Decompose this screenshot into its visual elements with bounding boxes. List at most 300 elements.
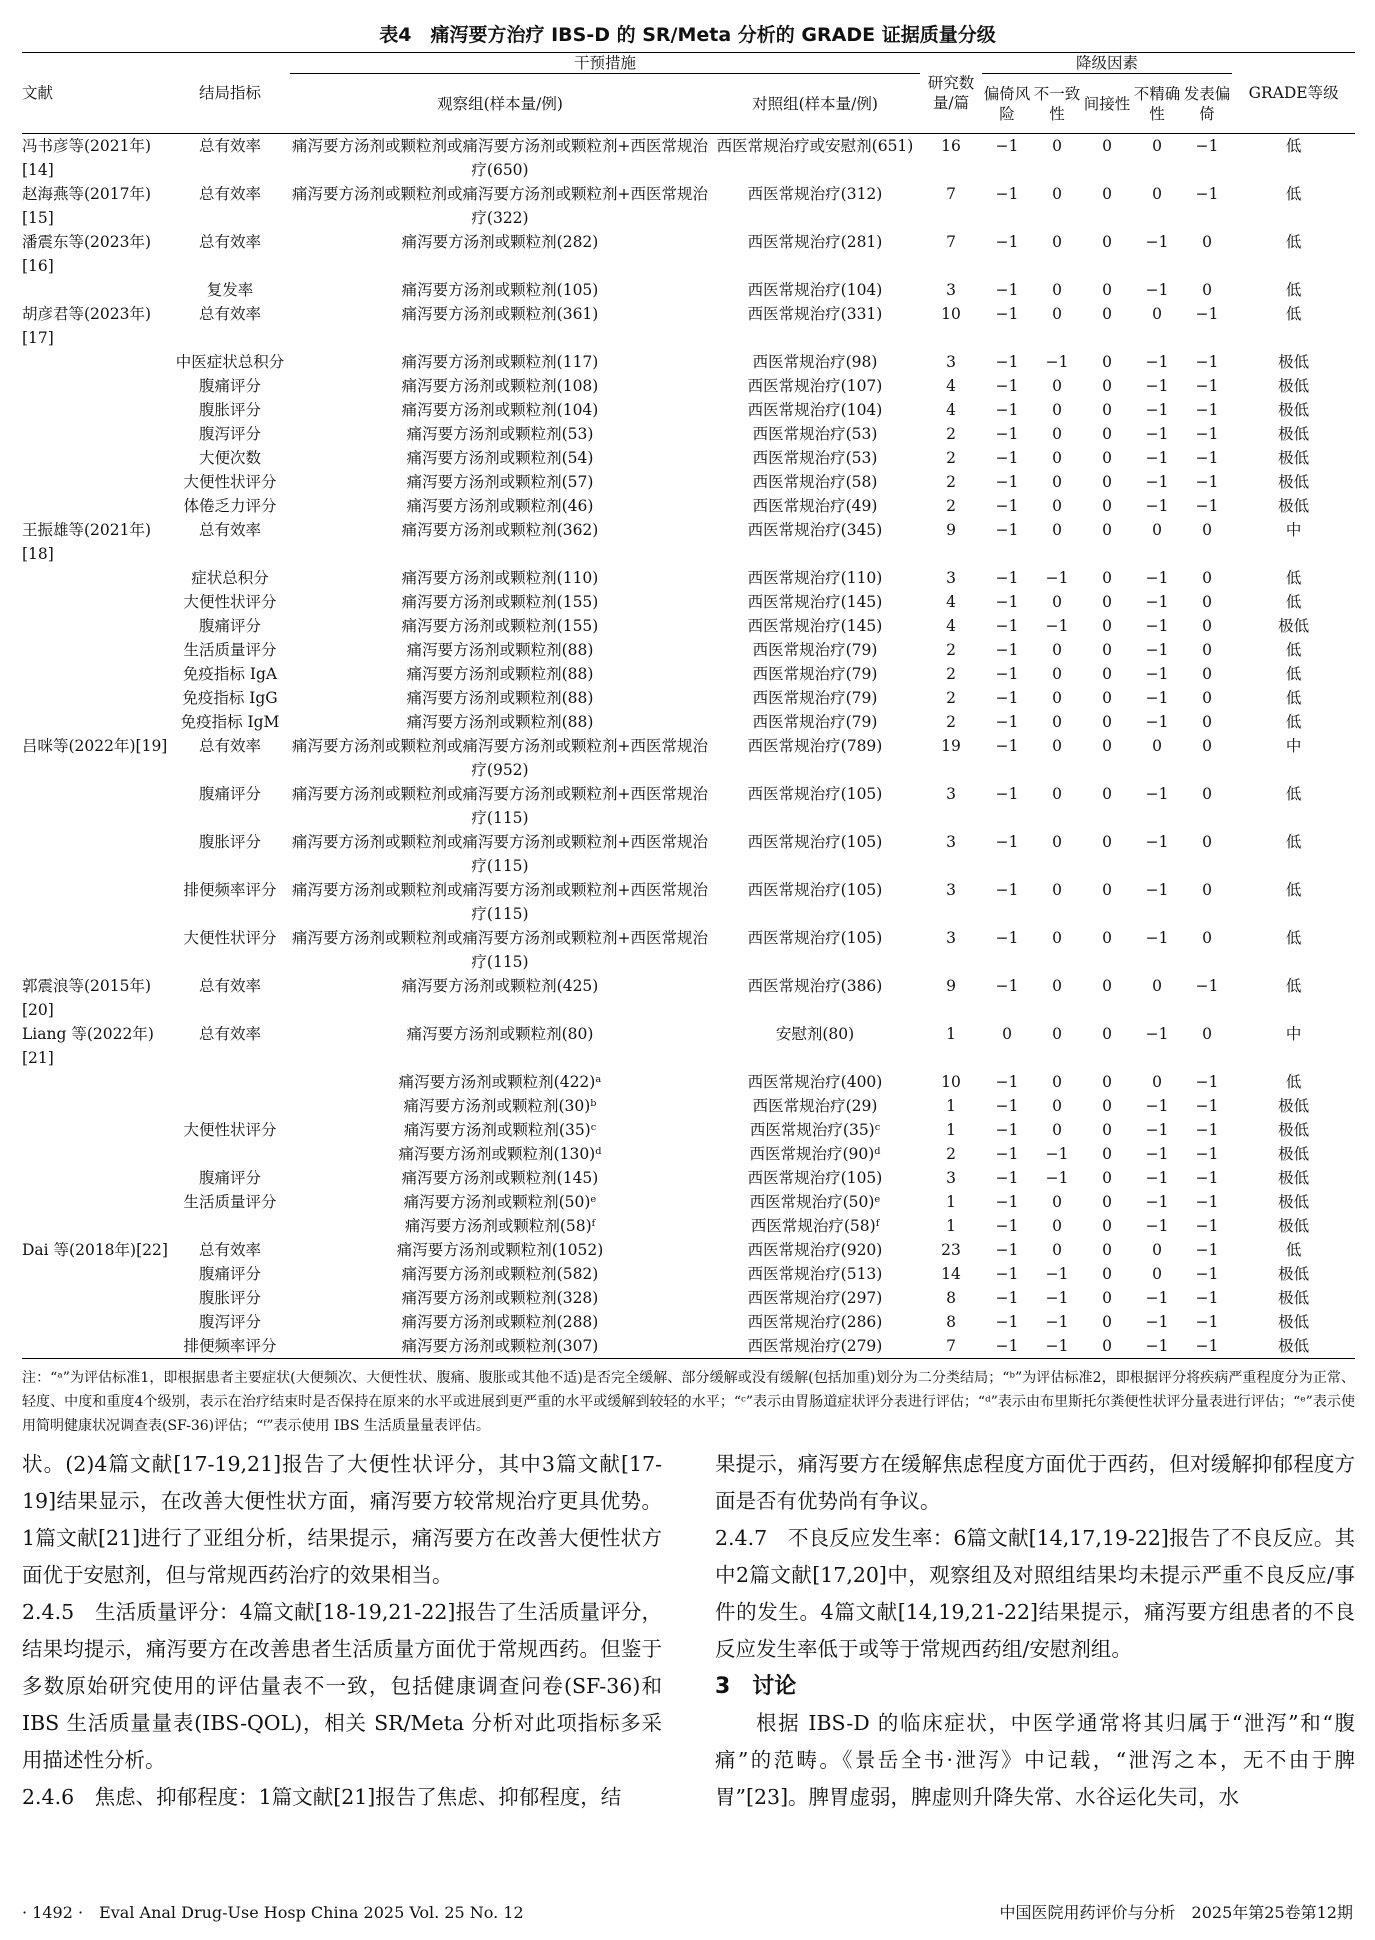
- cell-indirectness: 0: [1102, 785, 1112, 803]
- cell-control: 西医常规治疗(29): [752, 1097, 878, 1115]
- cell-control: 西医常规治疗(345): [747, 521, 883, 539]
- cell-outcome: 腹胀评分: [198, 833, 261, 851]
- table-row: [22, 1334, 1355, 1359]
- cell-indirectness: 0: [1102, 1097, 1112, 1115]
- th-inconsistency: 不一致性: [1033, 84, 1081, 123]
- cell-imprecision: −1: [1145, 425, 1169, 443]
- cell-imprecision: −1: [1145, 1097, 1169, 1115]
- cell-studies: 2: [946, 449, 956, 467]
- cell-publication-bias: −1: [1195, 137, 1219, 155]
- cell-literature: [22, 278, 170, 302]
- cell-outcome: 总有效率: [198, 977, 261, 995]
- cell-observation: 痛泻要方汤剂或颗粒剂(88): [406, 641, 594, 659]
- cell-indirectness: 0: [1102, 1241, 1112, 1259]
- cell-observation: 痛泻要方汤剂或颗粒剂(104): [401, 401, 599, 419]
- cell-bias: −1: [995, 353, 1019, 371]
- cell-control: 西医常规治疗(49): [752, 497, 878, 515]
- cell-inconsistency: 0: [1052, 833, 1062, 851]
- cell-control: 西医常规治疗(331): [747, 305, 883, 323]
- cell-grade: 极低: [1278, 473, 1310, 491]
- cell-control: 西医常规治疗(58): [752, 473, 878, 491]
- cell-control: 西医常规治疗(513): [747, 1265, 883, 1283]
- cell-bias: −1: [995, 569, 1019, 587]
- cell-outcome: 生活质量评分: [183, 641, 277, 659]
- cell-studies: 7: [946, 185, 956, 203]
- cell-outcome: 免疫指标 IgM: [180, 713, 280, 731]
- cell-publication-bias: 0: [1202, 593, 1212, 611]
- cell-studies: 10: [941, 1073, 961, 1091]
- cell-observation: 痛泻要方汤剂或颗粒剂(328): [401, 1289, 599, 1307]
- cell-grade: 低: [1285, 641, 1302, 659]
- cell-bias: −1: [995, 497, 1019, 515]
- cell-bias: −1: [995, 521, 1019, 539]
- cell-observation: 痛泻要方汤剂或颗粒剂或痛泻要方汤剂或颗粒剂+西医常规治疗(115): [292, 881, 708, 923]
- table-row: [22, 182, 1355, 230]
- cell-observation: 痛泻要方汤剂或颗粒剂(30)ᵇ: [403, 1097, 597, 1115]
- cell-grade: 低: [1285, 233, 1302, 251]
- cell-studies: 2: [946, 689, 956, 707]
- cell-literature: 潘震东等(2023年)[16]: [22, 233, 152, 275]
- cell-outcome: 大便性状评分: [183, 1121, 277, 1139]
- cell-publication-bias: −1: [1195, 1145, 1219, 1163]
- cell-outcome: 复发率: [206, 281, 254, 299]
- cell-imprecision: −1: [1145, 497, 1169, 515]
- cell-publication-bias: −1: [1195, 1121, 1219, 1139]
- cell-outcome: 腹痛评分: [198, 377, 261, 395]
- cell-grade: 低: [1285, 713, 1302, 731]
- cell-publication-bias: 0: [1202, 929, 1212, 947]
- cell-publication-bias: −1: [1195, 1265, 1219, 1283]
- cell-observation: 痛泻要方汤剂或颗粒剂(117): [401, 353, 599, 371]
- cell-imprecision: −1: [1145, 1121, 1169, 1139]
- cell-studies: 3: [946, 833, 956, 851]
- cell-observation: 痛泻要方汤剂或颗粒剂(46): [406, 497, 594, 515]
- table-row: [22, 926, 1355, 974]
- cell-literature: [22, 1118, 170, 1142]
- cell-bias: −1: [995, 137, 1019, 155]
- cell-grade: 低: [1285, 1073, 1302, 1091]
- cell-observation: 痛泻要方汤剂或颗粒剂(50)ᵉ: [403, 1193, 597, 1211]
- cell-observation: 痛泻要方汤剂或颗粒剂(155): [401, 617, 599, 635]
- cell-publication-bias: 0: [1202, 1025, 1212, 1043]
- cell-inconsistency: 0: [1052, 689, 1062, 707]
- cell-control: 西医常规治疗(145): [747, 593, 883, 611]
- cell-studies: 2: [946, 425, 956, 443]
- cell-bias: −1: [995, 377, 1019, 395]
- cell-grade: 低: [1285, 569, 1302, 587]
- table-row: [22, 446, 1355, 470]
- cell-indirectness: 0: [1102, 1073, 1112, 1091]
- table-row: [22, 1166, 1355, 1190]
- cell-control: 西医常规治疗(50)ᵉ: [749, 1193, 881, 1211]
- table-row: [22, 1310, 1355, 1334]
- cell-publication-bias: −1: [1195, 185, 1219, 203]
- table-row: [22, 278, 1355, 302]
- cell-studies: 3: [946, 281, 956, 299]
- cell-publication-bias: 0: [1202, 833, 1212, 851]
- cell-inconsistency: 0: [1052, 881, 1062, 899]
- table-row: [22, 1118, 1355, 1142]
- left-column: [22, 1446, 662, 1816]
- cell-outcome: 总有效率: [198, 185, 261, 203]
- table-row: [22, 662, 1355, 686]
- cell-observation: 痛泻要方汤剂或颗粒剂(155): [401, 593, 599, 611]
- cell-studies: 3: [946, 881, 956, 899]
- cell-indirectness: 0: [1102, 1265, 1112, 1283]
- cell-indirectness: 0: [1102, 473, 1112, 491]
- cell-observation: 痛泻要方汤剂或颗粒剂或痛泻要方汤剂或颗粒剂+西医常规治疗(952): [292, 737, 708, 779]
- cell-bias: −1: [995, 785, 1019, 803]
- cell-inconsistency: 0: [1052, 641, 1062, 659]
- th-observation: 观察组(样本量/例): [437, 94, 563, 113]
- cell-observation: 痛泻要方汤剂或颗粒剂(282): [401, 233, 599, 251]
- cell-indirectness: 0: [1102, 1289, 1112, 1307]
- cell-studies: 4: [946, 593, 956, 611]
- cell-studies: 2: [946, 641, 956, 659]
- cell-outcome: 排便频率评分: [183, 881, 277, 899]
- cell-inconsistency: 0: [1052, 281, 1062, 299]
- cell-inconsistency: 0: [1052, 1097, 1062, 1115]
- cell-publication-bias: 0: [1202, 737, 1212, 755]
- cell-bias: −1: [995, 1121, 1019, 1139]
- cell-imprecision: 0: [1152, 977, 1162, 995]
- cell-inconsistency: 0: [1052, 305, 1062, 323]
- cell-observation: 痛泻要方汤剂或颗粒剂(54): [406, 449, 594, 467]
- cell-inconsistency: −1: [1045, 1145, 1069, 1163]
- cell-bias: −1: [995, 1097, 1019, 1115]
- cell-literature: [22, 374, 170, 398]
- cell-studies: 16: [941, 137, 961, 155]
- cell-indirectness: 0: [1102, 689, 1112, 707]
- cell-control: 西医常规治疗(789): [747, 737, 883, 755]
- cell-outcome: 总有效率: [198, 305, 261, 323]
- cell-outcome: 腹胀评分: [198, 401, 261, 419]
- cell-publication-bias: −1: [1195, 497, 1219, 515]
- cell-publication-bias: −1: [1195, 1073, 1219, 1091]
- cell-bias: −1: [995, 929, 1019, 947]
- cell-inconsistency: −1: [1045, 1313, 1069, 1331]
- cell-publication-bias: −1: [1195, 449, 1219, 467]
- cell-bias: −1: [995, 977, 1019, 995]
- cell-indirectness: 0: [1102, 665, 1112, 683]
- cell-literature: 冯书彦等(2021年)[14]: [22, 137, 152, 179]
- cell-inconsistency: −1: [1045, 617, 1069, 635]
- cell-observation: 痛泻要方汤剂或颗粒剂(53): [406, 425, 594, 443]
- th-grade: GRADE等级: [1248, 84, 1339, 102]
- cell-bias: −1: [995, 401, 1019, 419]
- th-indirectness: 间接性: [1083, 94, 1131, 113]
- cell-imprecision: −1: [1145, 473, 1169, 491]
- table-row: [22, 374, 1355, 398]
- section-2-4-7: 2.4.7 不良反应发生率：6篇文献[14,17,19-22]报告了不良反应。其中2篇文献[17,20]中，观察组及对照组结果均未提示严重不良反应/事件的发生。4篇文献[14,19,21-22]结果提示，痛泻要方组患者的不良反应发生率低于或等于常规西药组/安慰剂组。: [715, 1526, 1355, 1661]
- cell-indirectness: 0: [1102, 881, 1112, 899]
- cell-bias: −1: [995, 1193, 1019, 1211]
- cell-inconsistency: 0: [1052, 1217, 1062, 1235]
- cell-publication-bias: −1: [1195, 1313, 1219, 1331]
- cell-literature: [22, 1310, 170, 1334]
- cell-inconsistency: −1: [1045, 1289, 1069, 1307]
- cell-publication-bias: 0: [1202, 569, 1212, 587]
- cell-bias: −1: [995, 185, 1019, 203]
- cell-publication-bias: −1: [1195, 1097, 1219, 1115]
- th-publication-bias: 发表偏倚: [1183, 84, 1231, 123]
- cell-observation: 痛泻要方汤剂或颗粒剂(80): [406, 1025, 594, 1043]
- cell-outcome: 腹痛评分: [198, 1169, 261, 1187]
- cell-inconsistency: 0: [1052, 473, 1062, 491]
- cell-studies: 3: [946, 1169, 956, 1187]
- cell-publication-bias: −1: [1195, 977, 1219, 995]
- cell-bias: −1: [995, 665, 1019, 683]
- cell-studies: 23: [941, 1241, 961, 1259]
- cell-inconsistency: 0: [1052, 449, 1062, 467]
- cell-imprecision: −1: [1145, 1217, 1169, 1235]
- cell-observation: 痛泻要方汤剂或颗粒剂或痛泻要方汤剂或颗粒剂+西医常规治疗(115): [292, 785, 708, 827]
- cell-outcome: 总有效率: [198, 737, 261, 755]
- footer-left: · 1492 · Eval Anal Drug-Use Hosp China 2025 Vol. 25 No. 12: [22, 1903, 524, 1922]
- table-note: 注：“ᵃ”为评估标准1，即根据患者主要症状(大便频次、大便性状、腹痛、腹胀或其他不适)是否完全缓解、部分缓解或没有缓解(包括加重)划分为二分类结局；“ᵇ”为评估标准2，即根据评分将疾病严重程度分为正常、轻度、中度和重度4个级别，表示在治疗结束时是否保持在原来的水平或进展到更严重的水平或缓解到较轻的水平；“ᶜ”表示由胃肠道症状评分表进行评估；“ᵈ”表示由布里斯托尔粪便性状评分量表进行评估；“ᵉ”表示使用简明健康状况调查表(SF-36)评估；“ᶠ”表示使用 IBS 生活质量量表评估。: [22, 1370, 1355, 1434]
- cell-bias: −1: [995, 1169, 1019, 1187]
- section-2-4-5: 2.4.5 生活质量评分：4篇文献[18-19,21-22]报告了生活质量评分，结果均提示，痛泻要方在改善患者生活质量方面优于常规西药。但鉴于多数原始研究使用的评估量表不一致，包括健康调查问卷(SF-36)和 IBS 生活质量量表(IBS-QOL)，相关 SR/Meta 分析对此项指标多采用描述性分析。: [22, 1600, 662, 1772]
- cell-publication-bias: −1: [1195, 401, 1219, 419]
- cell-indirectness: 0: [1102, 1217, 1112, 1235]
- cell-publication-bias: −1: [1195, 353, 1219, 371]
- cell-imprecision: −1: [1145, 1169, 1169, 1187]
- cell-publication-bias: 0: [1202, 281, 1212, 299]
- table-row: [22, 518, 1355, 566]
- right-column: [715, 1446, 1355, 1816]
- cell-grade: 极低: [1278, 1145, 1310, 1163]
- cell-bias: −1: [995, 281, 1019, 299]
- cell-literature: [22, 1094, 170, 1118]
- cell-imprecision: −1: [1145, 1289, 1169, 1307]
- table-row: [22, 734, 1355, 782]
- cell-imprecision: −1: [1145, 833, 1169, 851]
- cell-studies: 3: [946, 785, 956, 803]
- cell-literature: [22, 1142, 170, 1166]
- cell-literature: [22, 590, 170, 614]
- cell-grade: 低: [1285, 977, 1302, 995]
- cell-bias: −1: [995, 1289, 1019, 1307]
- cell-control: 西医常规治疗(281): [747, 233, 883, 251]
- cell-outcome: 腹痛评分: [198, 1265, 261, 1283]
- cell-publication-bias: −1: [1195, 1217, 1219, 1235]
- cell-inconsistency: −1: [1045, 1169, 1069, 1187]
- cell-publication-bias: −1: [1195, 1241, 1219, 1259]
- cell-grade: 极低: [1278, 1337, 1310, 1355]
- cell-outcome: 腹胀评分: [198, 1289, 261, 1307]
- cell-publication-bias: 0: [1202, 521, 1212, 539]
- cell-grade: 低: [1285, 281, 1302, 299]
- cell-control: 西医常规治疗或安慰剂(651): [716, 137, 914, 155]
- cell-outcome: 免疫指标 IgG: [182, 689, 278, 707]
- cell-grade: 低: [1285, 665, 1302, 683]
- cell-imprecision: −1: [1145, 713, 1169, 731]
- cell-outcome: 排便频率评分: [183, 1337, 277, 1355]
- cell-observation: 痛泻要方汤剂或颗粒剂或痛泻要方汤剂或颗粒剂+西医常规治疗(115): [292, 929, 708, 971]
- cell-observation: 痛泻要方汤剂或颗粒剂(88): [406, 713, 594, 731]
- cell-control: 西医常规治疗(53): [752, 449, 878, 467]
- cell-inconsistency: 0: [1052, 1193, 1062, 1211]
- cell-grade: 低: [1285, 833, 1302, 851]
- cell-inconsistency: 0: [1052, 929, 1062, 947]
- table-row: [22, 878, 1355, 926]
- cell-imprecision: −1: [1145, 449, 1169, 467]
- cell-outcome: 体倦乏力评分: [183, 497, 277, 515]
- cell-grade: 极低: [1278, 617, 1310, 635]
- cell-imprecision: −1: [1145, 233, 1169, 251]
- cell-grade: 极低: [1278, 1121, 1310, 1139]
- table-caption: 表4 痛泻要方治疗 IBS-D 的 SR/Meta 分析的 GRADE 证据质量分级: [379, 24, 996, 46]
- cell-publication-bias: 0: [1202, 881, 1212, 899]
- cell-indirectness: 0: [1102, 833, 1112, 851]
- cell-imprecision: −1: [1145, 1337, 1169, 1355]
- cell-imprecision: 0: [1152, 1073, 1162, 1091]
- cell-imprecision: −1: [1145, 1025, 1169, 1043]
- cell-control: 安慰剂(80): [775, 1025, 855, 1043]
- cell-publication-bias: −1: [1195, 473, 1219, 491]
- cell-literature: [22, 1262, 170, 1286]
- cell-observation: 痛泻要方汤剂或颗粒剂(88): [406, 689, 594, 707]
- cell-inconsistency: −1: [1045, 569, 1069, 587]
- cell-indirectness: 0: [1102, 305, 1112, 323]
- cell-inconsistency: 0: [1052, 377, 1062, 395]
- cell-inconsistency: 0: [1052, 1121, 1062, 1139]
- cell-publication-bias: −1: [1195, 1169, 1219, 1187]
- th-outcome: 结局指标: [198, 84, 261, 102]
- table-row: [22, 638, 1355, 662]
- cell-bias: −1: [995, 617, 1019, 635]
- cell-literature: [22, 926, 170, 974]
- cell-bias: −1: [995, 1337, 1019, 1355]
- cell-control: 西医常规治疗(145): [747, 617, 883, 635]
- cell-literature: [22, 1334, 170, 1359]
- table-row: [22, 566, 1355, 590]
- paragraph: 根据 IBS-D 的临床症状，中医学通常将其归属于“泄泻”和“腹痛”的范畴。《景岳全书·泄泻》中记载，“泄泻之本，无不由于脾胃”[23]。脾胃虚弱，脾虚则升降失常、水谷运化失司，水: [715, 1711, 1355, 1809]
- cell-studies: 8: [946, 1289, 956, 1307]
- cell-inconsistency: 0: [1052, 593, 1062, 611]
- cell-control: 西医常规治疗(104): [747, 281, 883, 299]
- cell-control: 西医常规治疗(79): [752, 641, 878, 659]
- cell-studies: 3: [946, 353, 956, 371]
- cell-observation: 痛泻要方汤剂或颗粒剂(88): [406, 665, 594, 683]
- cell-bias: −1: [995, 1217, 1019, 1235]
- cell-studies: 2: [946, 497, 956, 515]
- cell-studies: 9: [946, 521, 956, 539]
- cell-imprecision: 0: [1152, 737, 1162, 755]
- cell-inconsistency: 0: [1052, 185, 1062, 203]
- cell-publication-bias: 0: [1202, 689, 1212, 707]
- cell-outcome: 总有效率: [198, 521, 261, 539]
- cell-indirectness: 0: [1102, 521, 1112, 539]
- cell-publication-bias: 0: [1202, 233, 1212, 251]
- cell-outcome: 总有效率: [198, 137, 261, 155]
- cell-indirectness: 0: [1102, 977, 1112, 995]
- cell-grade: 中: [1285, 737, 1302, 755]
- cell-imprecision: 0: [1152, 521, 1162, 539]
- table-row: [22, 686, 1355, 710]
- cell-bias: −1: [995, 881, 1019, 899]
- cell-control: 西医常规治疗(35)ᶜ: [749, 1121, 881, 1139]
- table-row: [22, 230, 1355, 278]
- table-row: [22, 350, 1355, 374]
- cell-grade: 低: [1285, 929, 1302, 947]
- table-row: [22, 974, 1355, 1022]
- cell-inconsistency: 0: [1052, 497, 1062, 515]
- cell-control: 西医常规治疗(297): [747, 1289, 883, 1307]
- cell-observation: 痛泻要方汤剂或颗粒剂(110): [401, 569, 599, 587]
- cell-control: 西医常规治疗(286): [747, 1313, 883, 1331]
- cell-bias: −1: [995, 1265, 1019, 1283]
- cell-studies: 1: [946, 1025, 956, 1043]
- cell-observation: 痛泻要方汤剂或颗粒剂(35)ᶜ: [403, 1121, 597, 1139]
- cell-imprecision: −1: [1145, 377, 1169, 395]
- cell-inconsistency: 0: [1052, 1241, 1062, 1259]
- cell-indirectness: 0: [1102, 377, 1112, 395]
- cell-bias: −1: [995, 425, 1019, 443]
- table-row: [22, 1286, 1355, 1310]
- cell-outcome: 腹痛评分: [198, 785, 261, 803]
- cell-literature: [22, 1070, 170, 1094]
- cell-outcome: 症状总积分: [191, 569, 269, 587]
- cell-literature: [22, 1286, 170, 1310]
- cell-studies: 2: [946, 473, 956, 491]
- table-row: [22, 134, 1355, 183]
- cell-literature: [22, 662, 170, 686]
- cell-outcome: 总有效率: [198, 1025, 261, 1043]
- cell-observation: 痛泻要方汤剂或颗粒剂(582): [401, 1265, 599, 1283]
- cell-inconsistency: 0: [1052, 713, 1062, 731]
- cell-imprecision: −1: [1145, 281, 1169, 299]
- paragraph: 果提示，痛泻要方在缓解焦虑程度方面优于西药，但对缓解抑郁程度方面是否有优势尚有争议。: [715, 1452, 1355, 1513]
- cell-inconsistency: 0: [1052, 401, 1062, 419]
- cell-publication-bias: −1: [1195, 305, 1219, 323]
- table-row: [22, 782, 1355, 830]
- cell-literature: [22, 470, 170, 494]
- cell-control: 西医常规治疗(79): [752, 665, 878, 683]
- cell-literature: [22, 710, 170, 734]
- cell-outcome: 生活质量评分: [183, 1193, 277, 1211]
- cell-studies: 2: [946, 713, 956, 731]
- cell-literature: [22, 614, 170, 638]
- cell-bias: −1: [995, 1073, 1019, 1091]
- cell-literature: [22, 782, 170, 830]
- table-row: [22, 830, 1355, 878]
- cell-observation: 痛泻要方汤剂或颗粒剂(307): [401, 1337, 599, 1355]
- cell-indirectness: 0: [1102, 713, 1112, 731]
- table-row: [22, 1094, 1355, 1118]
- cell-inconsistency: 0: [1052, 425, 1062, 443]
- cell-control: 西医常规治疗(105): [747, 1169, 883, 1187]
- cell-grade: 极低: [1278, 425, 1310, 443]
- cell-imprecision: −1: [1145, 1145, 1169, 1163]
- cell-indirectness: 0: [1102, 641, 1112, 659]
- cell-grade: 低: [1285, 593, 1302, 611]
- cell-indirectness: 0: [1102, 401, 1112, 419]
- cell-grade: 低: [1285, 785, 1302, 803]
- cell-studies: 3: [946, 929, 956, 947]
- th-intervention: 干预措施: [290, 53, 920, 74]
- cell-bias: −1: [995, 1145, 1019, 1163]
- paragraph: 状。(2)4篇文献[17-19,21]报告了大便性状评分，其中3篇文献[17-19]结果显示，在改善大便性状方面，痛泻要方较常规治疗更具优势。1篇文献[21]进行了亚组分析，结果提示，痛泻要方在改善大便性状方面优于安慰剂，但与常规西药治疗的效果相当。: [22, 1452, 662, 1587]
- cell-outcome: 腹痛评分: [198, 617, 261, 635]
- cell-indirectness: 0: [1102, 137, 1112, 155]
- cell-grade: 极低: [1278, 1289, 1310, 1307]
- cell-publication-bias: 0: [1202, 641, 1212, 659]
- cell-literature: [22, 1190, 170, 1214]
- table-row: [22, 1070, 1355, 1094]
- cell-literature: [22, 422, 170, 446]
- cell-indirectness: 0: [1102, 929, 1112, 947]
